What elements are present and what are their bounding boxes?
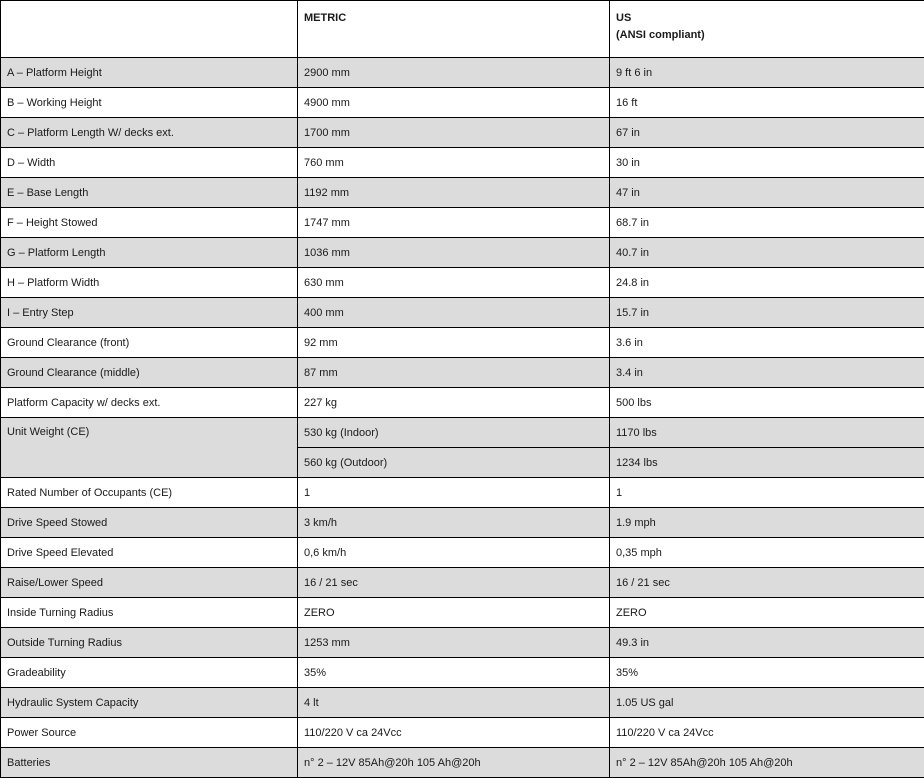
row-metric-value: 2900 mm — [298, 58, 610, 88]
row-label: D – Width — [1, 148, 298, 178]
row-us-value: 3.4 in — [610, 358, 924, 388]
row-us-value: 500 lbs — [610, 388, 924, 418]
row-us-value: 1234 lbs — [610, 448, 924, 478]
row-label: Drive Speed Stowed — [1, 508, 298, 538]
row-metric-value: 4900 mm — [298, 88, 610, 118]
row-metric-value: 1192 mm — [298, 178, 610, 208]
row-label: Platform Capacity w/ decks ext. — [1, 388, 298, 418]
row-us-value: 1170 lbs — [610, 418, 924, 448]
row-metric-value: 630 mm — [298, 268, 610, 298]
row-us-value: 49.3 in — [610, 628, 924, 658]
row-label: A – Platform Height — [1, 58, 298, 88]
row-metric-value: 16 / 21 sec — [298, 568, 610, 598]
row-us-value: 40.7 in — [610, 238, 924, 268]
header-us-note: (ANSI compliant) — [616, 27, 918, 44]
table-row — [1, 268, 924, 298]
header-us-label: US — [616, 10, 918, 27]
row-metric-value: 1253 mm — [298, 628, 610, 658]
header-metric-cell — [298, 1, 610, 58]
row-us-value: 1.9 mph — [610, 508, 924, 538]
table-row — [1, 508, 924, 538]
table-row — [1, 628, 924, 658]
row-us-value: 16 / 21 sec — [610, 568, 924, 598]
header-us-cell — [610, 1, 924, 58]
table-row — [1, 478, 924, 508]
row-label: Outside Turning Radius — [1, 628, 298, 658]
row-us-value: n° 2 – 12V 85Ah@20h 105 Ah@20h — [610, 748, 924, 778]
table-row — [1, 298, 924, 328]
row-us-value: 3.6 in — [610, 328, 924, 358]
table-row — [1, 658, 924, 688]
row-us-value: 15.7 in — [610, 298, 924, 328]
row-metric-value: n° 2 – 12V 85Ah@20h 105 Ah@20h — [298, 748, 610, 778]
row-label: Ground Clearance (front) — [1, 328, 298, 358]
row-label: Inside Turning Radius — [1, 598, 298, 628]
header-metric-label: METRIC — [304, 12, 346, 24]
table-row — [1, 538, 924, 568]
table-row — [1, 688, 924, 718]
table-row — [1, 88, 924, 118]
row-label: H – Platform Width — [1, 268, 298, 298]
row-label: G – Platform Length — [1, 238, 298, 268]
header-label-cell — [1, 1, 298, 58]
row-label: C – Platform Length W/ decks ext. — [1, 118, 298, 148]
row-us-value: 67 in — [610, 118, 924, 148]
row-label: E – Base Length — [1, 178, 298, 208]
row-metric-value: 3 km/h — [298, 508, 610, 538]
row-us-value: 110/220 V ca 24Vcc — [610, 718, 924, 748]
table-row — [1, 358, 924, 388]
row-label: Drive Speed Elevated — [1, 538, 298, 568]
row-metric-value: 560 kg (Outdoor) — [298, 448, 610, 478]
table-row-unit-weight-indoor — [1, 418, 924, 448]
row-metric-value: 1036 mm — [298, 238, 610, 268]
row-us-value: 68.7 in — [610, 208, 924, 238]
row-label: B – Working Height — [1, 88, 298, 118]
row-label: Rated Number of Occupants (CE) — [1, 478, 298, 508]
table-row — [1, 748, 924, 778]
spec-table-header — [1, 1, 924, 58]
row-us-value: 1.05 US gal — [610, 688, 924, 718]
row-metric-value: ZERO — [298, 598, 610, 628]
row-metric-value: 87 mm — [298, 358, 610, 388]
table-row — [1, 598, 924, 628]
row-label: Ground Clearance (middle) — [1, 358, 298, 388]
row-label: Unit Weight (CE) — [1, 418, 298, 478]
row-label: Raise/Lower Speed — [1, 568, 298, 598]
spec-table-body — [1, 58, 924, 778]
row-metric-value: 0,6 km/h — [298, 538, 610, 568]
row-us-value: 47 in — [610, 178, 924, 208]
row-label: I – Entry Step — [1, 298, 298, 328]
row-metric-value: 760 mm — [298, 148, 610, 178]
row-label: Power Source — [1, 718, 298, 748]
table-row — [1, 568, 924, 598]
table-row — [1, 58, 924, 88]
row-label: Hydraulic System Capacity — [1, 688, 298, 718]
table-row — [1, 238, 924, 268]
row-us-value: 9 ft 6 in — [610, 58, 924, 88]
row-us-value: ZERO — [610, 598, 924, 628]
row-metric-value: 92 mm — [298, 328, 610, 358]
row-label: F – Height Stowed — [1, 208, 298, 238]
row-label: Gradeability — [1, 658, 298, 688]
row-metric-value: 1 — [298, 478, 610, 508]
row-metric-value: 227 kg — [298, 388, 610, 418]
row-metric-value: 110/220 V ca 24Vcc — [298, 718, 610, 748]
row-metric-value: 1700 mm — [298, 118, 610, 148]
table-row — [1, 208, 924, 238]
table-row — [1, 148, 924, 178]
row-us-value: 24.8 in — [610, 268, 924, 298]
table-row — [1, 328, 924, 358]
row-metric-value: 4 lt — [298, 688, 610, 718]
row-label: Batteries — [1, 748, 298, 778]
table-row — [1, 718, 924, 748]
row-metric-value: 1747 mm — [298, 208, 610, 238]
row-us-value: 16 ft — [610, 88, 924, 118]
table-row — [1, 178, 924, 208]
row-us-value: 0,35 mph — [610, 538, 924, 568]
header-row — [1, 1, 924, 58]
row-metric-value: 35% — [298, 658, 610, 688]
table-row — [1, 388, 924, 418]
row-us-value: 30 in — [610, 148, 924, 178]
row-us-value: 1 — [610, 478, 924, 508]
table-row — [1, 118, 924, 148]
row-metric-value: 530 kg (Indoor) — [298, 418, 610, 448]
row-metric-value: 400 mm — [298, 298, 610, 328]
row-us-value: 35% — [610, 658, 924, 688]
